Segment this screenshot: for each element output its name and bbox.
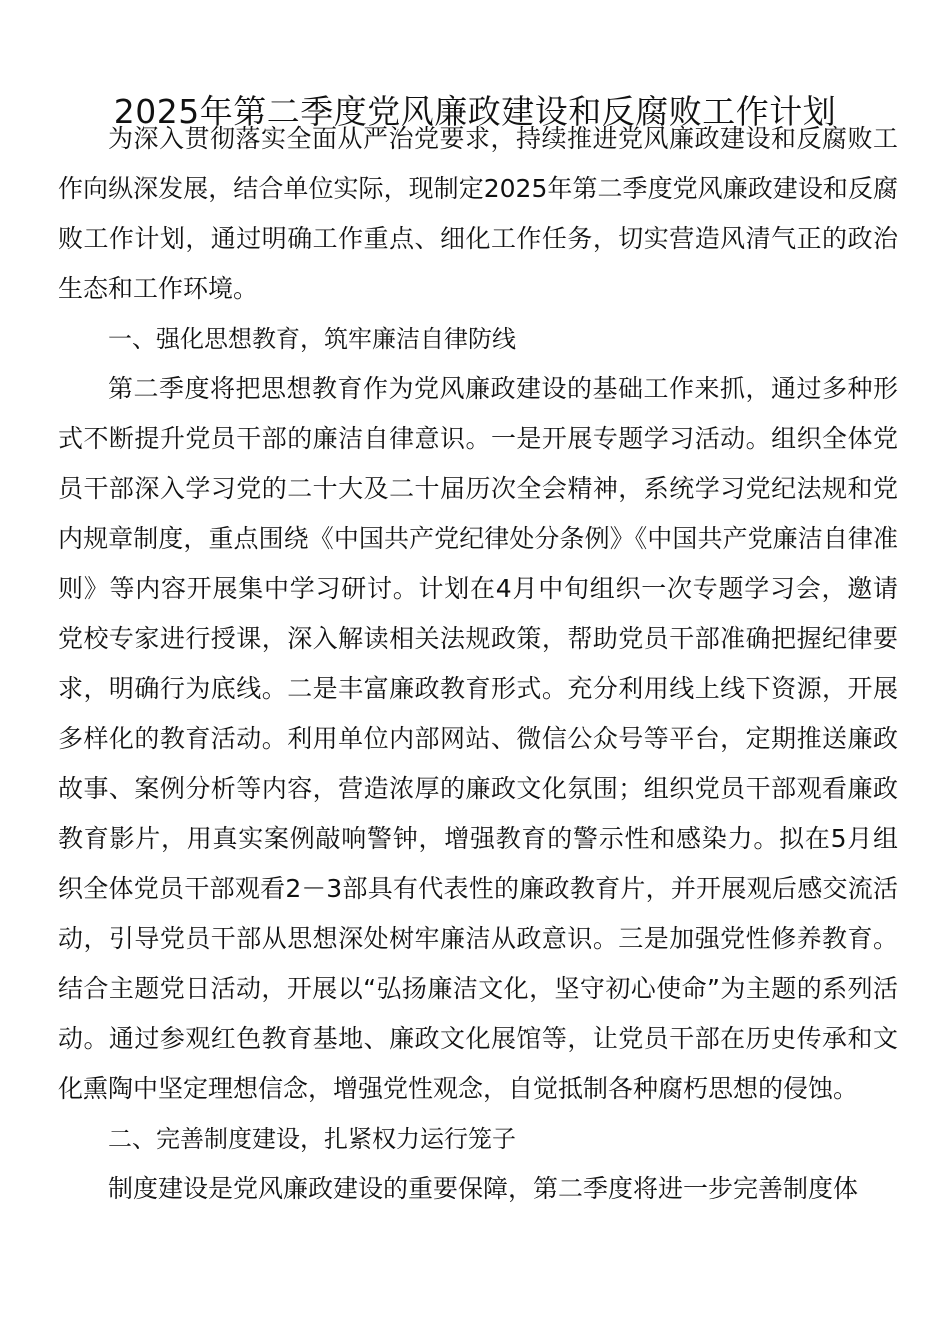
section-1-heading: 一、强化思想教育，筑牢廉洁自律防线 [108,325,516,353]
document-title: 2025年第二季度党风廉政建设和反腐败工作计划 [113,92,837,132]
section-2-heading: 二、完善制度建设，扎紧权力运行笼子 [108,1125,516,1153]
section-2-body: 制度建设是党风廉政建设的重要保障，第二季度将进一步完善制度体 [108,1174,859,1203]
intro-paragraph: 为深入贯彻落实全面从严治党要求，持续推进党风廉政建设和反腐败工作向纵深发展，结合单位实际，现制定2025年第二季度党风廉政建设和反腐败工作计划，通过明确工作重点、细化工作任务，切实营造风清气正的政治生态和工作环境。 [58,124,898,303]
section-1-body: 第二季度将把思想教育作为党风廉政建设的基础工作来抓，通过多种形式不断提升党员干部的廉洁自律意识。一是开展专题学习活动。组织全体党员干部深入学习党的二十大及二十届历次全会精神，系统学习党纪法规和党内规章制度，重点围绕《中国共产党纪律处分条例》《中国共产党廉洁自律准则》等内容开展集中学习研讨。计划在4月中旬组织一次专题学习会，邀请党校专家进行授课，深入解读相关法规政策，帮助党员干部准确把握纪律要求，明确行为底线。二是丰富廉政教育形式。充分利用线上线下资源，开展多样化的教育活动。利用单位内部网站、微信公众号等平台，定期推送廉政故事、案例分析等内容，营造浓厚的廉政文化氛围；组织党员干部观看廉政教育影片，用真实案例敲响警钟，增强教育的警示性和感染力。拟在5月组织全体党员干部观看2－3部具有代表性的廉政教育片，并开展观后感交流活动，引导党员干部从思想深处树牢廉洁从政意识。三是加强党性修养教育。结合主题党日活动，开展以“弘扬廉洁文化，坚守初心使命”为主题的系列活动。通过参观红色教育基地、廉政文化展馆等，让党员干部在历史传承和文化熏陶中坚定理想信念，增强党性观念，自觉抵制各种腐朽思想的侵蚀。 [58,374,898,1103]
document-body [58,114,898,1214]
